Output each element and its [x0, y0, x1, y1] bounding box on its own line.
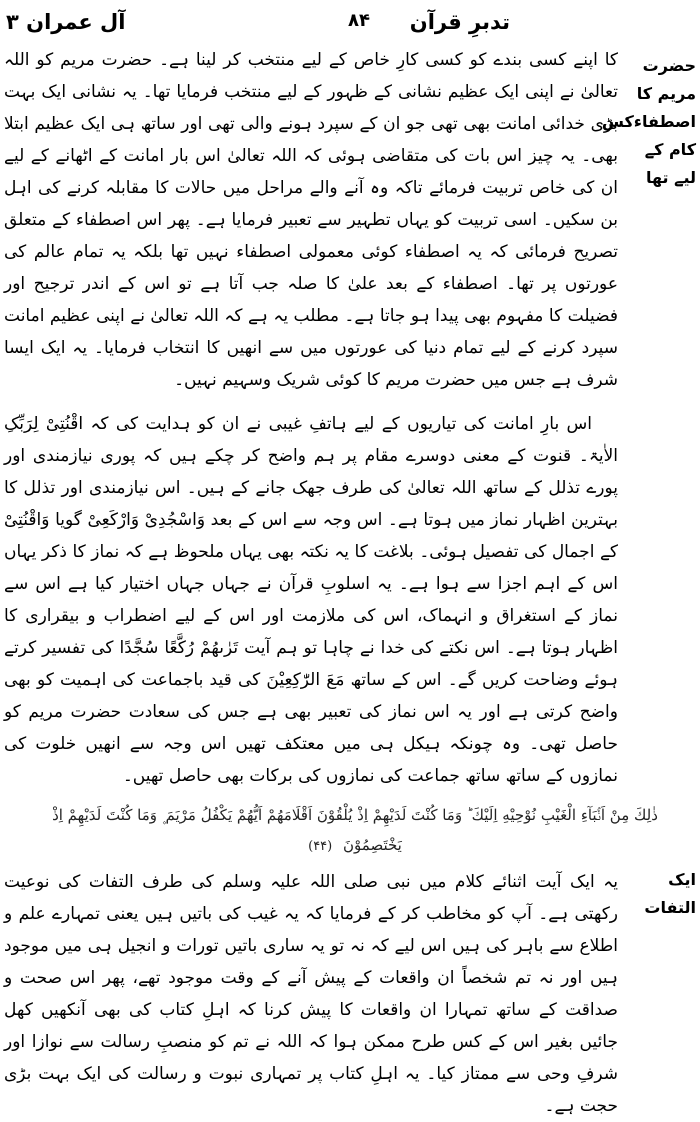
quran-verse	[30, 800, 680, 862]
paragraph-text: اس بارِ امانت کی تیاریوں کے لیے ہاتفِ غیبی نے ان کو ہدایت کی کہ اقْنُتِیْ لِرَبِّکِ الاٰیۃ۔ قنوت کے معنی دوسرے مقام پر ہم واضح کر چکے ہیں کہ پوری نیازمندی اور پورے تذلل کے ساتھ اللہ تعالیٰ کی طرف جھک جانے کے ہیں۔ اس نیازمندی اور تذلل کا بہترین اظہار نماز میں ہوتا ہے۔ اس وجہ سے اس کے بعد وَاسْجُدِیْ وَارْکَعِیْ گویا وَاقْنُتِیْ کے اجمال کی تفصیل ہوئی۔ بلاغت کا یہ نکتہ بھی یہاں ملحوظ ہے کہ نماز کا ذکر یہاں اس کے اہم اجزا سے ہوا ہے۔ یہ اسلوبِ قرآن نے جہاں جہاں اختیار کیا ہے اس سے نماز کے استغراق و انہماک، اس کی ملازمت اور اس کے لیے اضطراب و بیقراری کا اظہار ہوتا ہے۔ اس نکتے کی خدا نے چاہا تو ہم آیت تَرٰىهُمْ رُكَّعًا سُجَّدًا کی تفسیر کرتے ہوئے وضاحت کریں گے۔ اس کے ساتھ مَعَ الرّٰكِعِیْنَ کی قید باجماعت کی اہمیت کو بھی واضح کرتی ہے اور یہ اس نماز کی تعبیر بھی ہے جس کی سعادت حضرت مریم کو حاصل تھی۔ وہ چونکہ ہیکل ہی میں معتکف تھیں اس وجہ سے انھیں خلوت کی نمازوں کے ساتھ ساتھ جماعت کی نمازوں کی برکات بھی حاصل تھیں۔	[4, 414, 618, 786]
page-number: ۸۴	[348, 10, 370, 31]
book-title: تدبرِ قرآن	[409, 10, 510, 34]
margin-note: حضرت مریم کا اصطفاءکس کام کے لیے تھا	[601, 56, 696, 187]
margin-note: ایک التفات	[644, 870, 696, 917]
surah-title: آل عمران ۳	[6, 10, 126, 34]
verse-ref: (۴۴)	[308, 839, 333, 854]
paragraph	[4, 866, 618, 1122]
paragraph	[4, 44, 618, 396]
paragraph	[4, 408, 618, 792]
paragraph-text: کا اپنے کسی بندے کو کسی کارِ خاص کے لیے منتخب کر لینا ہے۔ حضرت مریم کو اللہ تعالیٰ نے اپنی ایک عظیم نشانی کے ظہور کے لیے منتخب فرمایا تھا۔ یہ نشانی ایک بہت بڑی خدائی امانت بھی تھی جو ان کے سپرد ہونے والی تھی اور ساتھ ہی ایک عظیم ابتلا بھی۔ یہ چیز اس بات کی متقاضی ہوئی کہ اللہ تعالیٰ اس بار امانت کے اٹھانے کے لیے ان کی خاص تربیت فرمائے تاکہ وہ آنے والے مراحل میں حالات کا مقابلہ کرنے کی اہل بن سکیں۔ اسی تربیت کو یہاں تطہیر سے تعبیر فرمایا ہے۔ پھر اس اصطفاء کے متعلق تصریح فرمائی کہ یہ اصطفاء کوئی معمولی اصطفاء نہیں تھا بلکہ یہ تمام عالم کی عورتوں پر تھا۔ اصطفاء کے بعد علیٰ کا صلہ جب آتا ہے تو اس کے اندر ترجیح اور فضیلت کا مفہوم بھی پیدا ہو جاتا ہے۔ مطلب یہ ہے کہ اللہ تعالیٰ نے اپنی عظیم امانت سپرد کرنے کے لیے تمام دنیا کی عورتوں میں سے انھیں کا انتخاب فرمایا۔ یہ ایک ایسا شرف ہے جس میں حضرت مریم کا کوئی شریک وسہیم نہیں۔	[4, 50, 618, 390]
verse-text: ذٰلِكَ مِنْ اَنْۢبَآءِ الْغَیْبِ نُوْحِیْهِ اِلَیْكَ ؕ وَمَا كُنْتَ لَدَیْهِمْ اِذْ یُلْقُوْنَ اَقْلَامَهُمْ اَیُّهُمْ یَكْفُلُ مَرْیَمَ ۪ وَمَا كُنْتَ لَدَیْهِمْ اِذْ یَخْتَصِمُوْنَ	[52, 806, 658, 854]
paragraph-text: یہ ایک آیت اثنائے کلام میں نبی صلی اللہ علیہ وسلم کی طرف التفات کی نوعیت رکھتی ہے۔ آپ کو مخاطب کر کے فرمایا کہ یہ غیب کی باتیں ہیں یعنی تمہارے علم و اطلاع سے باہر کی ہیں اس لیے کہ نہ تو یہ ساری باتیں تورات و انجیل ہی میں موجود ہیں اور نہ تم شخصاً ان واقعات کے پیش آنے کے وقت موجود تھے، پھر اس صحت و صداقت کے ساتھ تمہارا ان واقعات کا پیش کرنا کہ اہلِ کتاب کی بھی آنکھیں کھل جائیں بغیر اس کے کس طرح ممکن ہوا کہ اللہ نے تم کو منصبِ رسالت سے نوازا اور شرفِ وحی سے ممتاز کیا۔ یہ اہلِ کتاب پر تمہاری نبوت و رسالت کی ایک بہت بڑی حجت ہے۔	[4, 872, 618, 1116]
page-header	[0, 6, 700, 46]
